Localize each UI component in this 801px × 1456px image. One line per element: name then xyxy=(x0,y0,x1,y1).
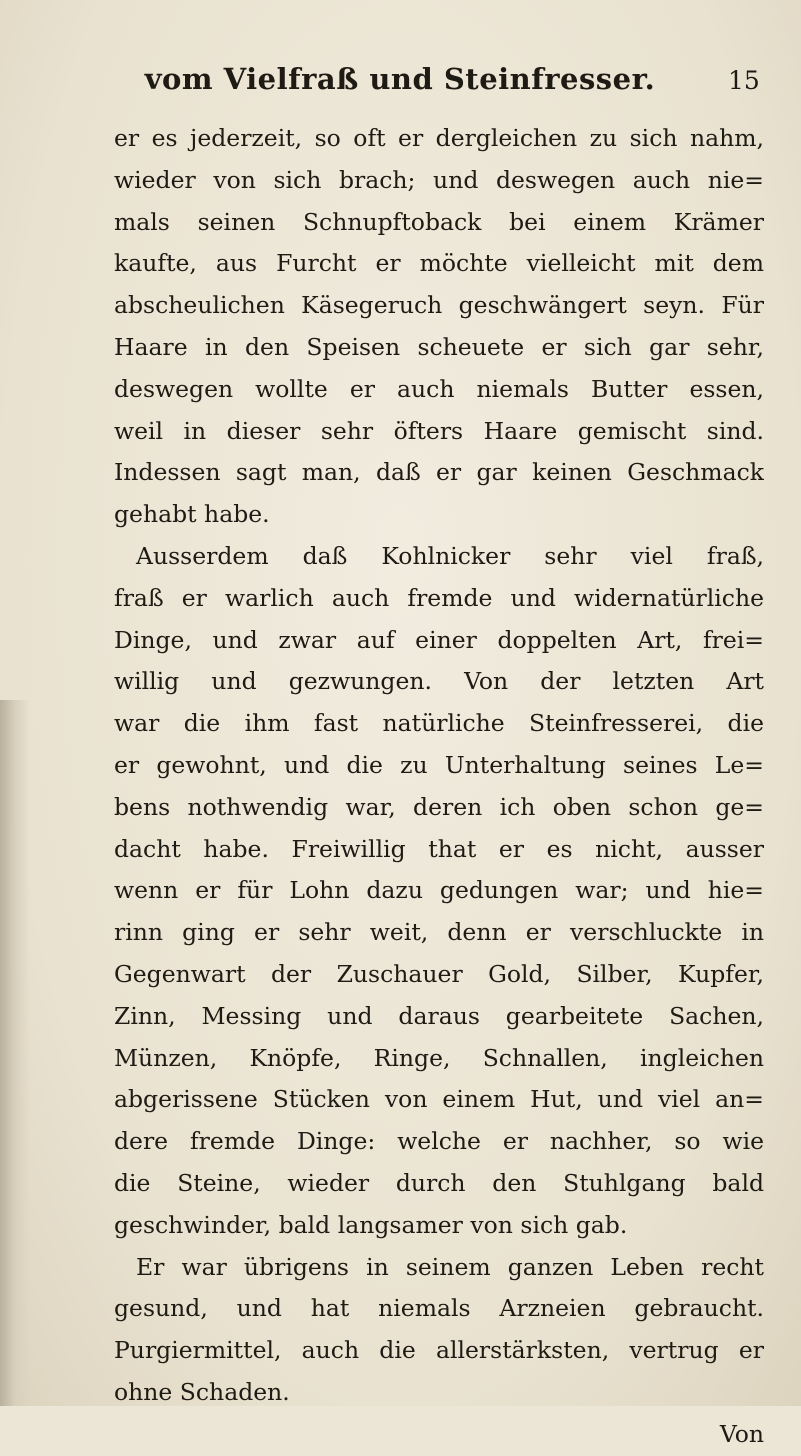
text-line: wieder von sich brach; und deswegen auch nie= xyxy=(114,165,764,194)
text-line: deswegen wollte er auch niemals Butter essen, xyxy=(114,374,764,403)
text-line: rinn ging er sehr weit, denn er verschluckte in xyxy=(114,918,764,947)
running-title: vom Vielfraß und Steinfresser. xyxy=(144,62,656,96)
text-line: er gewohnt, und die zu Unterhaltung seines Le= xyxy=(114,750,764,779)
text-line: Zinn, Messing und daraus gearbeitete Sachen, xyxy=(114,1001,764,1030)
text-line: kaufte, aus Furcht er möchte vielleicht mit dem xyxy=(114,249,764,278)
text-line: weil in dieser sehr öfters Haare gemischt sind. xyxy=(114,416,764,445)
paragraph-end-line: ohne Schaden. xyxy=(114,1377,290,1406)
text-line: abscheulichen Käsegeruch geschwängert seyn. Für xyxy=(114,291,764,320)
text-line: war die ihm fast natürliche Steinfresserei, die xyxy=(114,709,764,738)
text-line: Münzen, Knöpfe, Ringe, Schnallen, ingleichen xyxy=(114,1043,764,1072)
text-line: dere fremde Dinge: welche er nachher, so wie xyxy=(114,1127,764,1156)
text-line: Indessen sagt man, daß er gar keinen Geschmack xyxy=(114,458,764,487)
text-line: fraß er warlich auch fremde und widernatürliche xyxy=(114,583,764,612)
paragraph-end-line: geschwinder, bald langsamer von sich gab. xyxy=(114,1210,628,1239)
text-line: mals seinen Schnupftoback bei einem Krämer xyxy=(114,207,764,236)
text-line: Gegenwart der Zuschauer Gold, Silber, Kupfer, xyxy=(114,959,764,988)
catchword: Von xyxy=(719,1419,764,1448)
text-line: Purgiermittel, auch die allerstärksten, vertrug er xyxy=(114,1336,764,1365)
paragraph-end-line: gehabt habe. xyxy=(114,500,270,529)
paragraph-start-line: Ausserdem daß Kohlnicker sehr viel fraß, xyxy=(136,541,764,570)
text-line: er es jederzeit, so oft er dergleichen zu sich nahm, xyxy=(114,124,764,152)
text-line: dacht habe. Freiwillig that er es nicht, ausser xyxy=(114,834,764,863)
text-line: gesund, und hat niemals Arzneien gebraucht. xyxy=(114,1294,764,1323)
page-number: 15 xyxy=(728,66,760,95)
text-line: die Steine, wieder durch den Stuhlgang bald xyxy=(114,1168,764,1197)
page-header xyxy=(0,62,801,102)
text-line: Dinge, und zwar auf einer doppelten Art, frei= xyxy=(114,625,764,654)
text-line: bens nothwendig war, deren ich oben schon ge= xyxy=(114,792,764,821)
binding-gutter-shadow xyxy=(0,700,30,1406)
text-line: Haare in den Speisen scheuete er sich gar sehr, xyxy=(114,332,764,361)
paragraph-start-line: Er war übrigens in seinem ganzen Leben recht xyxy=(136,1252,764,1281)
text-line: abgerissene Stücken von einem Hut, und viel an= xyxy=(114,1085,764,1114)
body-text xyxy=(114,118,764,1456)
text-line: willig und gezwungen. Von der letzten Art xyxy=(114,667,764,696)
text-line: wenn er für Lohn dazu gedungen war; und hie= xyxy=(114,876,764,905)
